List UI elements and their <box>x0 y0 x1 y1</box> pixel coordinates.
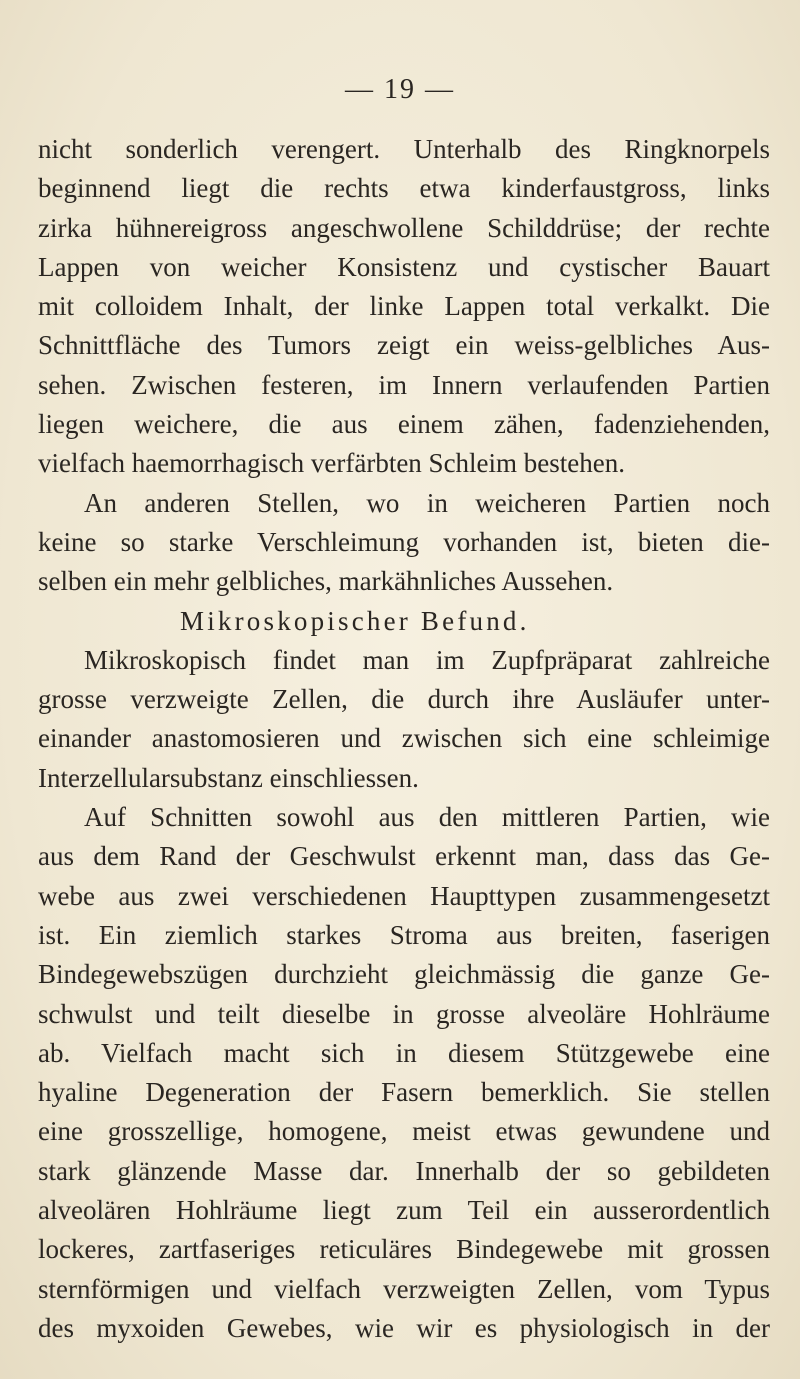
text-line: vielfach haemorrhagisch verfärbten Schleim bestehen. <box>38 448 625 479</box>
text-line: sehen. Zwischen festeren, im Innern verlaufenden Partien <box>38 369 770 400</box>
body-text <box>38 130 770 1348</box>
text-line: schwulst und teilt dieselbe in grosse alveoläre Hohlräume <box>38 998 770 1029</box>
text-line: aus dem Rand der Geschwulst erkennt man, dass das Ge- <box>38 841 770 872</box>
text-line: zirka hühnereigross angeschwollene Schilddrüse; der rechte <box>38 212 770 243</box>
text-line: einander anastomosieren und zwischen sich eine schleimige <box>38 723 770 754</box>
text-line: Interzellularsubstanz einschliessen. <box>38 762 419 793</box>
section-heading: Mikroskopischer Befund. <box>180 605 530 636</box>
text-line: stark glänzende Masse dar. Innerhalb der so gebildeten <box>38 1155 770 1186</box>
text-line: sternförmigen und vielfach verzweigten Zellen, vom Typus <box>38 1273 770 1304</box>
text-line: ab. Vielfach macht sich in diesem Stützgewebe eine <box>38 1037 770 1068</box>
paragraph-start-line: An anderen Stellen, wo in weicheren Partien noch <box>84 487 770 518</box>
text-line: selben ein mehr gelbliches, markähnliches Aussehen. <box>38 566 614 597</box>
text-line: mit colloidem Inhalt, der linke Lappen total verkalkt. Die <box>38 291 770 322</box>
page-number: — 19 — <box>345 74 455 105</box>
text-line: grosse verzweigte Zellen, die durch ihre Ausläufer unter- <box>38 684 770 715</box>
text-line: Bindegewebszügen durchzieht gleichmässig die ganze Ge- <box>38 959 770 990</box>
text-line: webe aus zwei verschiedenen Haupttypen zusammengesetzt <box>38 880 770 911</box>
paragraph-start-line: Auf Schnitten sowohl aus den mittleren Partien, wie <box>84 802 770 833</box>
text-line: eine grosszellige, homogene, meist etwas gewundene und <box>38 1116 770 1147</box>
text-line: Schnittfläche des Tumors zeigt ein weiss-gelbliches Aus- <box>38 330 770 361</box>
text-line: nicht sonderlich verengert. Unterhalb des Ringknorpels <box>38 134 770 164</box>
text-line: liegen weichere, die aus einem zähen, fadenziehenden, <box>38 409 770 440</box>
text-line: Lappen von weicher Konsistenz und cystischer Bauart <box>38 251 770 282</box>
text-line: beginnend liegt die rechts etwa kinderfaustgross, links <box>38 173 770 204</box>
text-line: ist. Ein ziemlich starkes Stroma aus breiten, faserigen <box>38 919 770 950</box>
text-line: des myxoiden Gewebes, wie wir es physiologisch in der <box>38 1312 770 1343</box>
paragraph-start-line: Mikroskopisch findet man im Zupfpräparat zahlreiche <box>84 644 770 675</box>
text-line: lockeres, zartfaseriges reticuläres Bindegewebe mit grossen <box>38 1234 770 1265</box>
text-line: keine so starke Verschleimung vorhanden ist, bieten die- <box>38 526 770 557</box>
text-line: hyaline Degeneration der Fasern bemerklich. Sie stellen <box>38 1077 770 1108</box>
text-line: alveolären Hohlräume liegt zum Teil ein ausserordentlich <box>38 1195 770 1226</box>
